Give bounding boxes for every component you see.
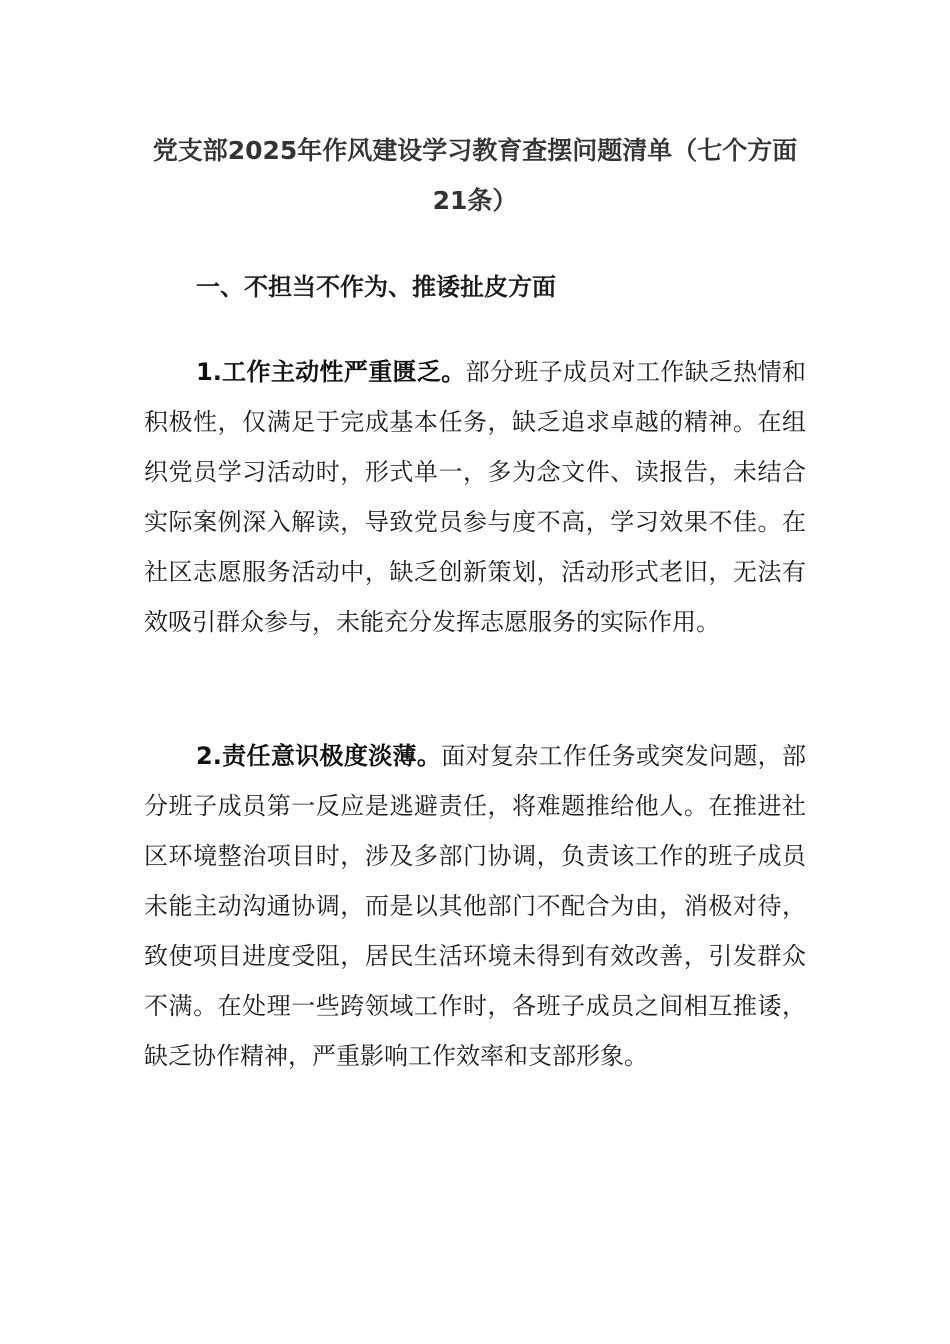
section-heading: 一、不担当不作为、推诿扯皮方面 — [196, 273, 556, 301]
problem-item-1 — [144, 347, 806, 647]
document-title: 党支部2025年作风建设学习教育查摆问题清单（七个方面21条） — [152, 136, 798, 215]
problem-item-1-lead: 1.工作主动性严重匮乏。 — [196, 358, 466, 386]
problem-item-1-body: 部分班子成员对工作缺乏热情和积极性，仅满足于完成基本任务，缺乏追求卓越的精神。在组织党员学习活动时，形式单一，多为念文件、读报告，未结合实际案例深入解读，导致党员参与度不高，学习效果不佳。在社区志愿服务活动中，缺乏创新策划，活动形式老旧，无法有效吸引群众参与，未能充分发挥志愿服务的实际作用。 — [144, 358, 806, 636]
problem-item-2-lead: 2.责任意识极度淡薄。 — [196, 742, 442, 770]
problem-item-2-body: 面对复杂工作任务或突发问题，部分班子成员第一反应是逃避责任，将难题推给他人。在推进社区环境整治项目时，涉及多部门协调，负责该工作的班子成员未能主动沟通协调，而是以其他部门不配合为由，消极对待，致使项目进度受阻，居民生活环境未得到有效改善，引发群众不满。在处理一些跨领域工作时，各班子成员之间相互推诿，缺乏协作精神，严重影响工作效率和支部形象。 — [144, 742, 807, 1070]
problem-item-2 — [144, 731, 806, 1081]
